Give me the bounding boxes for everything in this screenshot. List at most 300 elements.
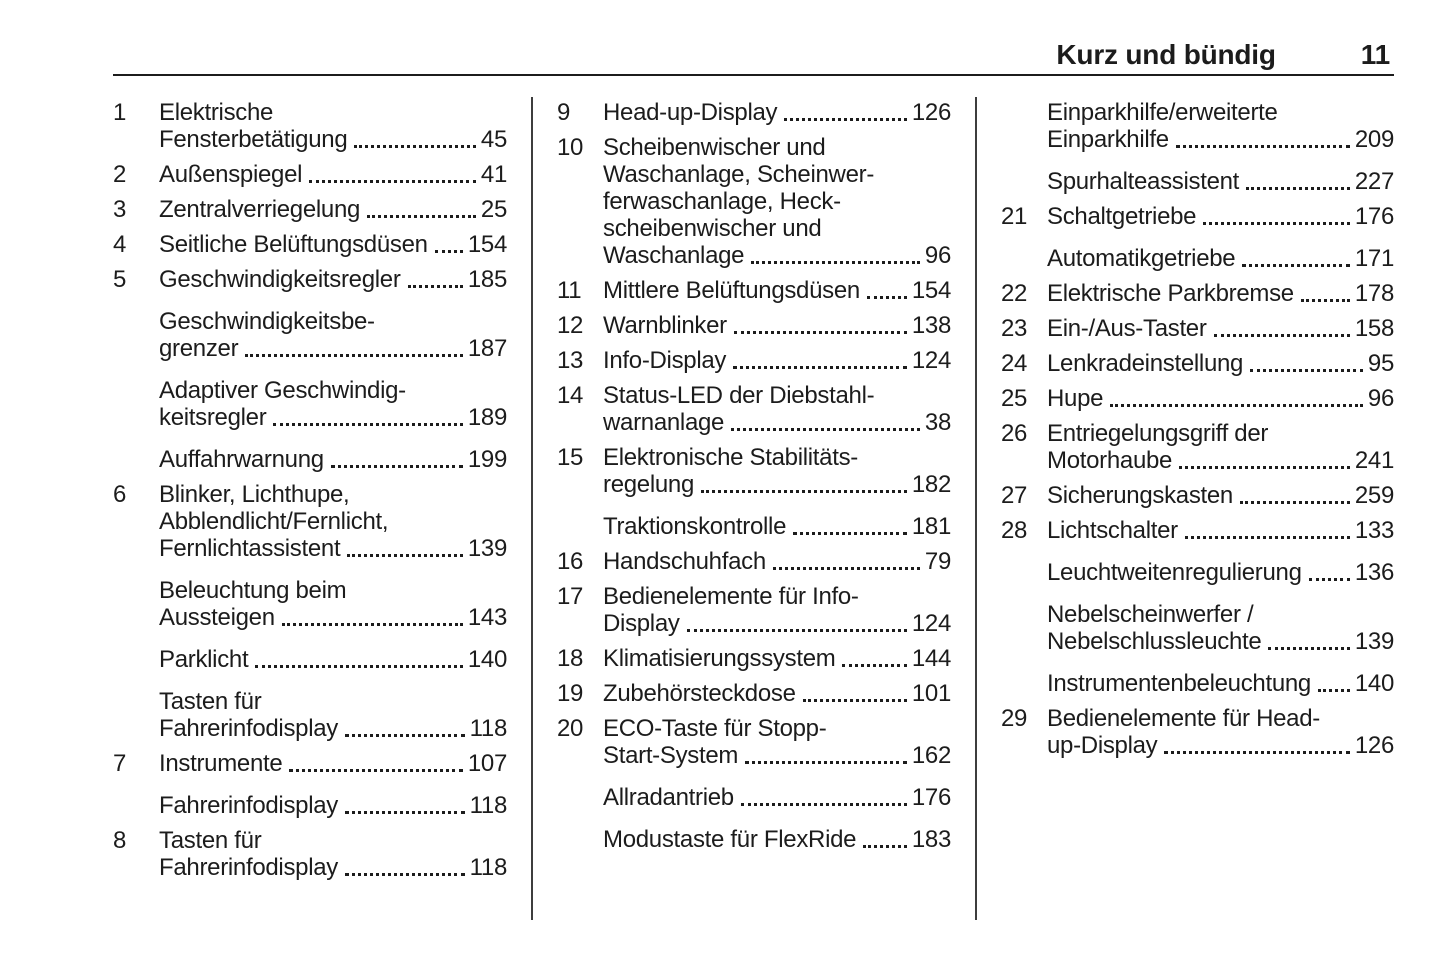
toc-entry xyxy=(113,231,507,258)
entry-label-line: Automatikgetriebe xyxy=(1047,245,1236,272)
toc-entry xyxy=(113,750,507,777)
entry-number: 19 xyxy=(557,680,584,707)
entry-label xyxy=(1047,315,1394,342)
toc-entry xyxy=(557,444,951,498)
toc-entry xyxy=(1001,420,1394,474)
entry-label-line: Mittlere Belüftungsdüsen xyxy=(603,277,860,304)
entry-label-line: Zubehörsteckdose xyxy=(603,680,796,707)
entry-last-line xyxy=(159,266,507,293)
entry-page-number: 176 xyxy=(1354,203,1394,230)
entry-label xyxy=(1047,670,1394,697)
leader-dots xyxy=(255,665,463,668)
entry-label-line: Bedienelemente für Info- xyxy=(603,583,859,610)
entry-label-line: Elektronische Stabilitäts- xyxy=(603,444,858,471)
entry-label xyxy=(603,444,951,498)
entry-page-number: 144 xyxy=(911,645,951,672)
entry-number xyxy=(557,784,603,811)
entry-number: 10 xyxy=(557,134,584,161)
entry-page-number: 118 xyxy=(469,715,507,742)
entry-label-line: Instrumentenbeleuchtung xyxy=(1047,670,1311,697)
entry-number: 2 xyxy=(113,161,127,188)
entry-label-line: Beleuchtung beim xyxy=(159,577,347,604)
entry-label xyxy=(603,513,951,540)
entry-number xyxy=(113,446,159,473)
entry-number xyxy=(1001,245,1047,272)
entry-page-number: 154 xyxy=(467,231,507,258)
leader-dots xyxy=(1309,578,1350,581)
toc-entry xyxy=(1001,385,1394,412)
entry-label-line: Außenspiegel xyxy=(159,161,303,188)
entry-last-line xyxy=(1047,126,1394,153)
entry-label xyxy=(159,161,507,188)
toc-entry xyxy=(557,583,951,637)
entry-last-line xyxy=(1047,670,1394,697)
entry-last-line xyxy=(1047,517,1394,544)
entry-page-number: 38 xyxy=(924,409,951,436)
header-rule xyxy=(113,74,1394,76)
toc-entry xyxy=(557,347,951,374)
entry-label xyxy=(1047,385,1394,412)
entry-label-line: Fahrerinfodisplay xyxy=(159,854,338,881)
leader-dots xyxy=(867,296,907,299)
entry-number xyxy=(113,577,159,631)
entry-number: 17 xyxy=(557,583,584,610)
entry-page-number: 96 xyxy=(924,242,951,269)
toc-entry xyxy=(113,481,507,562)
entry-number: 8 xyxy=(113,827,127,854)
entry-page-number: 162 xyxy=(911,742,951,769)
toc-entry xyxy=(557,99,951,126)
entry-page-number: 199 xyxy=(467,446,507,473)
entry-label-line: Blinker, Lichthupe, xyxy=(159,481,350,508)
entry-label-line: regelung xyxy=(603,471,695,498)
entry-last-line xyxy=(159,750,507,777)
entry-label xyxy=(1047,517,1394,544)
entry-last-line xyxy=(159,404,507,431)
entry-number: 6 xyxy=(113,481,127,508)
leader-dots xyxy=(863,845,907,848)
entry-label-line: Head-up-Display xyxy=(603,99,778,126)
toc-entry xyxy=(113,577,507,631)
leader-dots xyxy=(354,145,476,148)
leader-dots xyxy=(345,734,465,737)
entry-label-line: ferwaschanlage, Heck- xyxy=(603,188,841,215)
entry-number: 23 xyxy=(1001,315,1028,342)
entry-label-line: Zentralverriegelung xyxy=(159,196,361,223)
leader-dots xyxy=(733,366,907,369)
page-header xyxy=(1056,41,1390,69)
toc-entry xyxy=(1001,350,1394,377)
entry-last-line xyxy=(603,680,951,707)
entry-label xyxy=(1047,705,1394,759)
entry-page-number: 133 xyxy=(1354,517,1394,544)
entry-label xyxy=(1047,168,1394,195)
entry-last-line xyxy=(1047,350,1394,377)
entry-last-line xyxy=(603,548,951,575)
entry-page-number: 183 xyxy=(911,826,951,853)
entry-label-line: Nebelschlussleuchte xyxy=(1047,628,1262,655)
toc-entry xyxy=(113,646,507,673)
entry-number: 16 xyxy=(557,548,584,575)
entry-label xyxy=(603,312,951,339)
entry-label-line: Fensterbetätigung xyxy=(159,126,348,153)
entry-label-line: Elektrische xyxy=(159,99,274,126)
entry-number: 14 xyxy=(557,382,584,409)
entry-last-line xyxy=(603,784,951,811)
entry-page-number: 25 xyxy=(480,196,507,223)
entry-label-line: Geschwindigkeitsregler xyxy=(159,266,401,293)
toc-entry xyxy=(113,377,507,431)
leader-dots xyxy=(347,554,463,557)
leader-dots xyxy=(309,180,476,183)
leader-dots xyxy=(1301,299,1350,302)
toc-entry xyxy=(557,312,951,339)
entry-label-line: Info-Display xyxy=(603,347,727,374)
leader-dots xyxy=(687,629,907,632)
entry-page-number: 118 xyxy=(469,854,507,881)
leader-dots xyxy=(367,215,476,218)
toc-entry xyxy=(113,827,507,881)
leader-dots xyxy=(1268,647,1349,650)
entry-page-number: 96 xyxy=(1367,385,1394,412)
entry-number: 25 xyxy=(1001,385,1028,412)
entry-last-line xyxy=(1047,385,1394,412)
entry-last-line xyxy=(1047,559,1394,586)
entry-label-line: Tasten für xyxy=(159,688,262,715)
entry-label-line: Fernlichtassistent xyxy=(159,535,341,562)
entry-label-line: up-Display xyxy=(1047,732,1158,759)
entry-last-line xyxy=(603,742,951,769)
entry-last-line xyxy=(1047,447,1394,474)
entry-number xyxy=(113,308,159,362)
entry-label-line: Nebelscheinwerfer / xyxy=(1047,601,1254,628)
toc-column-1 xyxy=(113,99,507,881)
entry-page-number: 158 xyxy=(1354,315,1394,342)
entry-page-number: 259 xyxy=(1354,482,1394,509)
entry-label-line: Modustaste für FlexRide xyxy=(603,826,857,853)
toc-entry xyxy=(557,382,951,436)
entry-number xyxy=(113,792,159,819)
entry-label-line: Warnblinker xyxy=(603,312,727,339)
entry-last-line xyxy=(159,646,507,673)
leader-dots xyxy=(731,428,920,431)
toc-entry xyxy=(113,196,507,223)
toc-entry xyxy=(1001,245,1394,272)
toc-entry xyxy=(113,792,507,819)
leader-dots xyxy=(773,567,920,570)
entry-last-line xyxy=(603,242,951,269)
toc-entry xyxy=(113,446,507,473)
toc-entry xyxy=(557,548,951,575)
toc-entry xyxy=(113,688,507,742)
entry-label xyxy=(1047,482,1394,509)
leader-dots xyxy=(1318,689,1350,692)
entry-label-line: Display xyxy=(603,610,680,637)
entry-page-number: 154 xyxy=(911,277,951,304)
entry-label-line: Waschanlage xyxy=(603,242,745,269)
toc-entry xyxy=(557,645,951,672)
entry-label xyxy=(603,99,951,126)
toc-column-3 xyxy=(1001,99,1394,759)
entry-page-number: 139 xyxy=(1354,628,1394,655)
entry-number xyxy=(113,646,159,673)
entry-number: 12 xyxy=(557,312,584,339)
entry-label xyxy=(159,646,507,673)
entry-page-number: 107 xyxy=(467,750,507,777)
toc-entry xyxy=(557,784,951,811)
entry-label-line: Motorhaube xyxy=(1047,447,1173,474)
entry-last-line xyxy=(159,854,507,881)
entry-last-line xyxy=(603,513,951,540)
leader-dots xyxy=(1176,145,1350,148)
entry-page-number: 118 xyxy=(469,792,507,819)
leader-dots xyxy=(289,769,462,772)
entry-page-number: 176 xyxy=(911,784,951,811)
entry-number: 3 xyxy=(113,196,127,223)
entry-label-line: Status-LED der Diebstahl- xyxy=(603,382,875,409)
leader-dots xyxy=(1242,264,1350,267)
entry-number: 4 xyxy=(113,231,127,258)
toc-entry xyxy=(1001,99,1394,153)
leader-dots xyxy=(435,250,463,253)
entry-label xyxy=(1047,245,1394,272)
entry-label xyxy=(159,792,507,819)
entry-label xyxy=(159,196,507,223)
entry-last-line xyxy=(159,335,507,362)
entry-label xyxy=(159,377,507,431)
entry-label-line: Start-System xyxy=(603,742,739,769)
entry-last-line xyxy=(159,161,507,188)
entry-number: 29 xyxy=(1001,705,1028,732)
toc-entry xyxy=(1001,203,1394,230)
toc-columns xyxy=(113,99,1394,920)
entry-label-line: Fahrerinfodisplay xyxy=(159,792,338,819)
entry-label xyxy=(1047,559,1394,586)
entry-label-line: Bedienelemente für Head- xyxy=(1047,705,1320,732)
leader-dots xyxy=(784,118,907,121)
toc-entry xyxy=(1001,280,1394,307)
toc-entry xyxy=(557,715,951,769)
entry-number xyxy=(557,826,603,853)
entry-last-line xyxy=(1047,203,1394,230)
toc-entry xyxy=(557,134,951,269)
entry-label-line: warnanlage xyxy=(603,409,725,436)
entry-number xyxy=(113,688,159,742)
entry-label-line: Allradantrieb xyxy=(603,784,734,811)
leader-dots xyxy=(282,623,463,626)
entry-label-line: Klimatisierungssystem xyxy=(603,645,836,672)
entry-label xyxy=(603,548,951,575)
entry-number xyxy=(1001,559,1047,586)
leader-dots xyxy=(745,761,907,764)
entry-label xyxy=(603,715,951,769)
leader-dots xyxy=(1240,501,1350,504)
page-title: Kurz und bündig xyxy=(1056,39,1276,70)
entry-label-line: Parklicht xyxy=(159,646,249,673)
entry-page-number: 124 xyxy=(911,347,951,374)
entry-label xyxy=(1047,280,1394,307)
leader-dots xyxy=(1250,369,1363,372)
entry-last-line xyxy=(1047,315,1394,342)
toc-entry xyxy=(1001,559,1394,586)
leader-dots xyxy=(1179,466,1350,469)
entry-label xyxy=(159,750,507,777)
entry-label xyxy=(603,382,951,436)
leader-dots xyxy=(734,331,907,334)
entry-page-number: 241 xyxy=(1354,447,1394,474)
entry-label xyxy=(1047,601,1394,655)
entry-label-line: Aussteigen xyxy=(159,604,275,631)
entry-label xyxy=(159,99,507,153)
entry-last-line xyxy=(159,446,507,473)
entry-last-line xyxy=(603,99,951,126)
entry-number xyxy=(557,513,603,540)
entry-page-number: 126 xyxy=(1354,732,1394,759)
entry-page-number: 171 xyxy=(1354,245,1394,272)
entry-last-line xyxy=(603,826,951,853)
toc-entry xyxy=(557,513,951,540)
entry-page-number: 139 xyxy=(467,535,507,562)
entry-label-line: Handschuhfach xyxy=(603,548,766,575)
entry-label xyxy=(603,583,951,637)
toc-entry xyxy=(113,99,507,153)
entry-number: 26 xyxy=(1001,420,1028,447)
toc-entry xyxy=(1001,517,1394,544)
entry-last-line xyxy=(603,610,951,637)
entry-page-number: 138 xyxy=(911,312,951,339)
entry-label-line: Waschanlage, Scheinwer- xyxy=(603,161,875,188)
entry-label-line: Lenkradeinstellung xyxy=(1047,350,1244,377)
entry-page-number: 178 xyxy=(1354,280,1394,307)
entry-last-line xyxy=(603,645,951,672)
entry-label-line: Lichtschalter xyxy=(1047,517,1178,544)
entry-number: 27 xyxy=(1001,482,1028,509)
entry-label xyxy=(1047,420,1394,474)
entry-last-line xyxy=(159,535,507,562)
entry-label-line: Hupe xyxy=(1047,385,1104,412)
entry-label-line: Geschwindigkeitsbe- xyxy=(159,308,375,335)
entry-label-line: Sicherungskasten xyxy=(1047,482,1233,509)
toc-entry xyxy=(1001,601,1394,655)
entry-label xyxy=(603,645,951,672)
entry-label xyxy=(159,577,507,631)
toc-entry xyxy=(113,161,507,188)
leader-dots xyxy=(701,490,907,493)
entry-last-line xyxy=(1047,732,1394,759)
entry-last-line xyxy=(1047,168,1394,195)
toc-entry xyxy=(1001,482,1394,509)
toc-column-2 xyxy=(557,99,951,853)
leader-dots xyxy=(1164,751,1349,754)
entry-number xyxy=(113,377,159,431)
column-divider xyxy=(975,97,977,920)
entry-number: 24 xyxy=(1001,350,1028,377)
toc-entry xyxy=(1001,168,1394,195)
entry-label-line: Entriegelungsgriff der xyxy=(1047,420,1269,447)
entry-label xyxy=(603,680,951,707)
entry-page-number: 140 xyxy=(1354,670,1394,697)
entry-last-line xyxy=(159,715,507,742)
entry-page-number: 227 xyxy=(1354,168,1394,195)
entry-last-line xyxy=(159,196,507,223)
entry-page-number: 41 xyxy=(480,161,507,188)
entry-number: 11 xyxy=(557,277,582,304)
column-divider xyxy=(531,97,533,920)
entry-page-number: 189 xyxy=(467,404,507,431)
toc-entry xyxy=(1001,315,1394,342)
entry-label xyxy=(1047,99,1394,153)
leader-dots xyxy=(331,465,463,468)
entry-page-number: 140 xyxy=(467,646,507,673)
entry-label-line: Seitliche Belüftungsdüsen xyxy=(159,231,428,258)
toc-entry xyxy=(113,266,507,293)
entry-number: 15 xyxy=(557,444,584,471)
entry-number xyxy=(1001,99,1047,153)
entry-last-line xyxy=(1047,482,1394,509)
entry-label xyxy=(603,134,951,269)
entry-page-number: 126 xyxy=(911,99,951,126)
entry-last-line xyxy=(159,604,507,631)
entry-label-line: Ein-/Aus-Taster xyxy=(1047,315,1207,342)
entry-label xyxy=(159,688,507,742)
entry-page-number: 136 xyxy=(1354,559,1394,586)
entry-number: 20 xyxy=(557,715,584,742)
entry-last-line xyxy=(1047,280,1394,307)
entry-label-line: Traktionskontrolle xyxy=(603,513,787,540)
entry-page-number: 209 xyxy=(1354,126,1394,153)
page-number: 11 xyxy=(1360,39,1390,70)
entry-label xyxy=(159,308,507,362)
entry-label-line: Schaltgetriebe xyxy=(1047,203,1197,230)
leader-dots xyxy=(1110,404,1363,407)
entry-number: 22 xyxy=(1001,280,1028,307)
entry-label-line: Instrumente xyxy=(159,750,283,777)
entry-label-line: ECO-Taste für Stopp- xyxy=(603,715,827,742)
entry-page-number: 95 xyxy=(1367,350,1394,377)
entry-page-number: 45 xyxy=(480,126,507,153)
entry-page-number: 143 xyxy=(467,604,507,631)
entry-last-line xyxy=(603,312,951,339)
entry-label xyxy=(603,784,951,811)
entry-label xyxy=(603,347,951,374)
entry-number: 1 xyxy=(113,99,127,126)
entry-label xyxy=(159,266,507,293)
entry-last-line xyxy=(159,792,507,819)
entry-label-line: Spurhalteassistent xyxy=(1047,168,1240,195)
entry-label-line: Tasten für xyxy=(159,827,262,854)
entry-number: 28 xyxy=(1001,517,1028,544)
entry-last-line xyxy=(603,277,951,304)
toc-entry xyxy=(557,277,951,304)
entry-label xyxy=(159,481,507,562)
entry-label-line: keitsregler xyxy=(159,404,267,431)
toc-entry xyxy=(557,826,951,853)
entry-page-number: 124 xyxy=(911,610,951,637)
leader-dots xyxy=(1214,334,1350,337)
entry-label-line: Auffahrwarnung xyxy=(159,446,324,473)
leader-dots xyxy=(273,423,462,426)
entry-label-line: Elektrische Parkbremse xyxy=(1047,280,1294,307)
entry-label xyxy=(159,827,507,881)
entry-number: 13 xyxy=(557,347,584,374)
entry-label-line: Einparkhilfe xyxy=(1047,126,1169,153)
entry-number xyxy=(1001,168,1047,195)
entry-label-line: grenzer xyxy=(159,335,239,362)
leader-dots xyxy=(741,803,907,806)
toc-entry xyxy=(113,308,507,362)
entry-page-number: 182 xyxy=(911,471,951,498)
entry-label xyxy=(159,231,507,258)
